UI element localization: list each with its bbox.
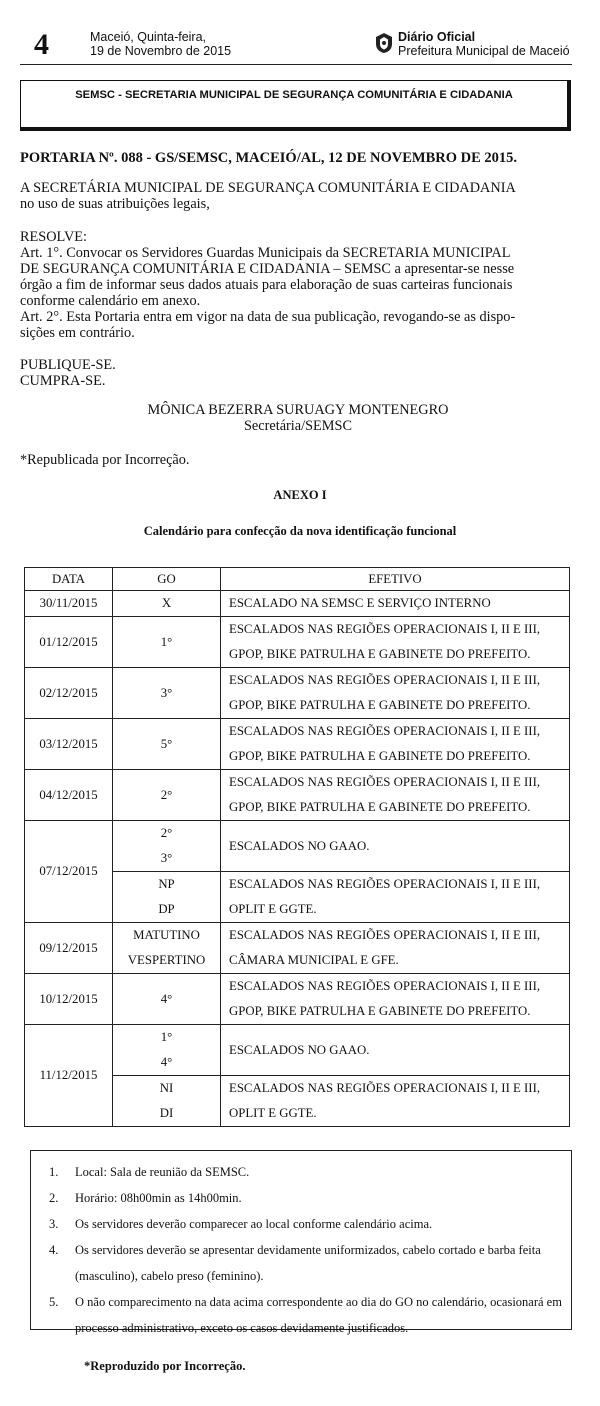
go-value: MATUTINO — [133, 928, 200, 942]
note-text: Local: Sala de reunião da SEMSC. — [75, 1165, 250, 1179]
portaria-title: PORTARIA Nº. 088 - GS/SEMSC, MACEIÓ/AL, 12 DE NOVEMBRO DE 2015. — [20, 150, 518, 166]
table-row — [25, 617, 570, 668]
portaria-intro: A SECRETÁRIA MUNICIPAL DE SEGURANÇA COMUNITÁRIA E CIDADANIA no uso de suas atribuições legais, — [20, 180, 516, 212]
note-text: O não comparecimento na data acima correspondente ao dia do GO no calendário, ocasionará em processo administrativo, exceto os casos devidamente justificados. — [75, 1295, 562, 1335]
efetivo-line: OPLIT E GGTE. — [229, 1106, 317, 1120]
efetivo-cell — [221, 617, 570, 668]
schedule-body — [25, 591, 570, 1127]
efetivo-line: ESCALADOS NAS REGIÕES OPERACIONAIS I, II E III, — [229, 877, 541, 891]
go-value: DI — [159, 1106, 174, 1120]
efetivo-cell — [221, 1076, 570, 1127]
efetivo-line: GPOP, BIKE PATRULHA E GABINETE DO PREFEITO. — [229, 698, 531, 712]
go-value: 2° — [160, 826, 173, 840]
page-number: 4 — [34, 28, 49, 61]
annex-title: ANEXO I — [273, 488, 327, 502]
go-cell: 2° — [113, 770, 221, 821]
table-header-row — [25, 568, 570, 591]
publication-name: Diário Oficial — [398, 30, 476, 44]
efetivo-line: GPOP, BIKE PATRULHA E GABINETE DO PREFEITO. — [229, 1004, 531, 1018]
table-row — [25, 974, 570, 1025]
signer-role: Secretária/SEMSC — [243, 418, 352, 434]
go-cell — [113, 923, 221, 974]
note-text: Os servidores deverão se apresentar devidamente uniformizados, cabelo cortado e barba feita (masculino), cabelo preso (feminino). — [75, 1243, 541, 1283]
table-row — [25, 591, 570, 617]
note-number: 5. — [49, 1295, 59, 1309]
efetivo-line: GPOP, BIKE PATRULHA E GABINETE DO PREFEITO. — [229, 800, 531, 814]
portaria-publique: PUBLIQUE-SE. CUMPRA-SE. — [20, 357, 116, 389]
publication-masthead — [374, 30, 570, 58]
efetivo-cell — [221, 1025, 570, 1076]
efetivo-line: ESCALADOS NAS REGIÕES OPERACIONAIS I, II E III, — [229, 775, 541, 789]
efetivo-cell — [221, 591, 570, 617]
note-item — [49, 1159, 569, 1185]
note-text: Horário: 08h00min as 14h00min. — [75, 1191, 242, 1205]
efetivo-line: ESCALADOS NAS REGIÕES OPERACIONAIS I, II E III, — [229, 622, 541, 636]
go-value: NP — [158, 877, 175, 891]
column-header-efetivo: EFETIVO — [221, 568, 570, 591]
date-cell: 04/12/2015 — [25, 770, 113, 821]
table-row — [25, 719, 570, 770]
go-value: VESPERTINO — [127, 953, 206, 967]
date-cell: 10/12/2015 — [25, 974, 113, 1025]
note-item — [49, 1185, 569, 1211]
go-value: 3° — [160, 851, 173, 865]
note-number: 2. — [49, 1191, 59, 1205]
efetivo-line: GPOP, BIKE PATRULHA E GABINETE DO PREFEITO. — [229, 749, 531, 763]
efetivo-line: ESCALADO NA SEMSC E SERVIÇO INTERNO — [229, 596, 491, 610]
efetivo-line: OPLIT E GGTE. — [229, 902, 317, 916]
annex-subtitle: Calendário para confecção da nova identificação funcional — [143, 524, 457, 538]
go-cell: X — [113, 591, 221, 617]
efetivo-line: ESCALADOS NAS REGIÕES OPERACIONAIS I, II E III, — [229, 724, 541, 738]
go-cell — [113, 872, 221, 923]
note-item — [49, 1237, 569, 1289]
table-row — [25, 668, 570, 719]
efetivo-cell — [221, 770, 570, 821]
date-cell: 07/12/2015 — [25, 821, 113, 923]
efetivo-line: ESCALADOS NO GAAO. — [229, 838, 370, 853]
go-cell — [113, 1025, 221, 1076]
notes-box — [30, 1150, 572, 1335]
go-cell — [113, 1076, 221, 1127]
efetivo-line: ESCALADOS NAS REGIÕES OPERACIONAIS I, II E III, — [229, 673, 541, 687]
issue-date-line2: 19 de Novembro de 2015 — [90, 44, 232, 58]
table-row — [25, 770, 570, 821]
portaria-resolve: RESOLVE: Art. 1°. Convocar os Servidores Guardas Municipais da SECRETARIA MUNICIPAL DE SEGURANÇA COMUNITÁRIA E CIDADANIA – SEMSC a apresentar-se nesse órgão a fim de informar seus dados atuais para elaboração de suas carteiras funcionais conforme calendário em anexo. Art. 2°. Esta Portaria entra em vigor na data de sua publicação, revogando-se as dispo- sições em contrário. — [20, 229, 516, 341]
note-item — [49, 1211, 569, 1237]
date-cell: 02/12/2015 — [25, 668, 113, 719]
note-number: 3. — [49, 1217, 59, 1231]
signer-name: MÔNICA BEZERRA SURUAGY MONTENEGRO — [147, 402, 449, 418]
municipal-crest-icon — [374, 32, 394, 54]
efetivo-cell — [221, 974, 570, 1025]
publication-subtitle: Prefeitura Municipal de Maceió — [398, 44, 570, 58]
date-cell: 30/11/2015 — [25, 591, 113, 617]
issue-date — [90, 30, 231, 58]
date-cell: 11/12/2015 — [25, 1025, 113, 1127]
date-cell: 01/12/2015 — [25, 617, 113, 668]
table-row — [25, 923, 570, 974]
section-banner — [20, 80, 571, 131]
reproduction-note: *Reproduzido por Incorreção. — [84, 1359, 246, 1373]
efetivo-line: ESCALADOS NAS REGIÕES OPERACIONAIS I, II E III, — [229, 1081, 541, 1095]
table-row — [25, 821, 570, 872]
go-cell: 5° — [113, 719, 221, 770]
go-cell: 1° — [113, 617, 221, 668]
go-value: DP — [158, 902, 175, 916]
efetivo-line: ESCALADOS NAS REGIÕES OPERACIONAIS I, II E III, — [229, 979, 541, 993]
go-cell — [113, 821, 221, 872]
section-title: SEMSC - SECRETARIA MUNICIPAL DE SEGURANÇA COMUNITÁRIA E CIDADANIA — [75, 89, 513, 101]
efetivo-cell — [221, 872, 570, 923]
note-text: Os servidores deverão comparecer ao local conforme calendário acima. — [75, 1217, 433, 1231]
go-value: 4° — [160, 1055, 173, 1069]
go-cell: 4° — [113, 974, 221, 1025]
column-header-go: GO — [113, 568, 221, 591]
notes-list — [49, 1159, 569, 1341]
date-cell: 03/12/2015 — [25, 719, 113, 770]
republication-note: *Republicada por Incorreção. — [20, 452, 190, 468]
efetivo-line: GPOP, BIKE PATRULHA E GABINETE DO PREFEITO. — [229, 647, 531, 661]
efetivo-line: ESCALADOS NO GAAO. — [229, 1042, 370, 1057]
schedule-table — [24, 567, 570, 1127]
note-number: 4. — [49, 1243, 59, 1257]
issue-date-line1: Maceió, Quinta-feira, — [90, 30, 207, 44]
column-header-date: DATA — [25, 568, 113, 591]
efetivo-line: ESCALADOS NAS REGIÕES OPERACIONAIS I, II E III, — [229, 928, 541, 942]
header-divider — [20, 64, 572, 65]
go-value: NI — [159, 1081, 174, 1095]
efetivo-cell — [221, 821, 570, 872]
efetivo-cell — [221, 719, 570, 770]
efetivo-line: CÂMARA MUNICIPAL E GFE. — [229, 953, 399, 967]
note-item — [49, 1289, 569, 1341]
efetivo-cell — [221, 668, 570, 719]
date-cell: 09/12/2015 — [25, 923, 113, 974]
efetivo-cell — [221, 923, 570, 974]
go-cell: 3° — [113, 668, 221, 719]
table-row — [25, 1025, 570, 1076]
go-value: 1° — [160, 1030, 173, 1044]
note-number: 1. — [49, 1165, 59, 1179]
